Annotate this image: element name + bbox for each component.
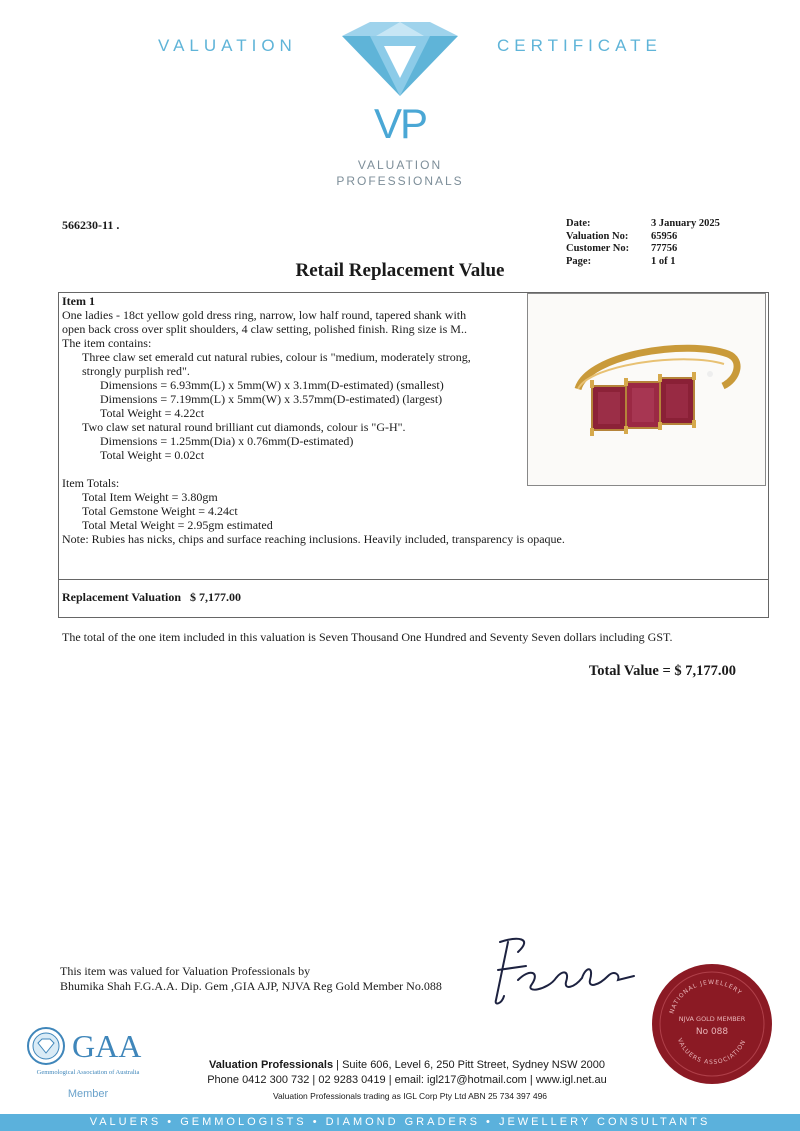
company-phone: Phone 0412 300 732 <box>207 1074 310 1086</box>
logo-subtitle-valuation: VALUATION <box>357 158 443 172</box>
item-box <box>58 292 769 618</box>
item-note: Note: Rubies has nicks, chips and surface reaching inclusions. Heavily included, transparency is opaque. <box>62 532 565 546</box>
ruby-ring-photo-icon <box>528 294 765 485</box>
vp-logo: VP <box>373 100 427 147</box>
company-address: Suite 606, Level 6, 250 Pitt Street, Sydney NSW 2000 <box>342 1059 605 1071</box>
ring-photo <box>527 293 766 486</box>
item-description <box>62 294 565 546</box>
company-name: Valuation Professionals <box>208 1059 334 1071</box>
replacement-valuation <box>62 590 241 605</box>
ruby-dimensions-smallest: Dimensions = 6.93mm(L) x 5mm(W) x 3.1mm(D-estimated) (smallest) <box>100 378 444 392</box>
total-value: Total Value = $ 7,177.00 <box>588 663 736 679</box>
meta-label: Customer No: <box>566 243 630 254</box>
trading-line: Valuation Professionals trading as IGL Corp Pty Ltd ABN 25 734 397 496 <box>272 1091 548 1101</box>
item-totals-heading: Item Totals: <box>62 476 120 490</box>
diamond-total-weight: Total Weight = 0.02ct <box>100 448 205 462</box>
diamond-dimensions: Dimensions = 1.25mm(Dia) x 0.76mm(D-estimated) <box>100 434 354 448</box>
seal-middle-text: NJVA GOLD MEMBER <box>678 1015 746 1023</box>
company-website[interactable]: www.igl.net.au <box>535 1074 607 1086</box>
meta-label: Date: <box>566 218 591 229</box>
item-description-line: open back cross over split shoulders, 4 claw setting, polished finish. Ring size is M.. <box>62 322 467 336</box>
signer-line: This item was valued for Valuation Professionals by <box>60 964 311 978</box>
seal-bottom-text: VALUERS ASSOCIATION <box>675 1037 748 1067</box>
ruby-dimensions-largest: Dimensions = 7.19mm(L) x 5mm(W) x 3.57mm(D-estimated) (largest) <box>100 392 443 406</box>
signature-icon <box>478 930 638 1010</box>
total-metal-weight: Total Metal Weight = 2.95gm estimated <box>82 518 273 532</box>
diamond-description: Two claw set natural round brilliant cut diamonds, colour is "G-H". <box>82 420 406 434</box>
meta-row-page <box>566 256 720 269</box>
gaa-name: GAA <box>72 1028 142 1064</box>
certificate-meta <box>566 218 720 268</box>
gaa-member: Member <box>67 1088 109 1100</box>
header-valuation-word: VALUATION <box>158 36 297 55</box>
meta-value: 1 of 1 <box>651 255 676 267</box>
signer-line: Bhumika Shah F.G.A.A. Dip. Gem ,GIA AJP, NJVA Reg Gold Member No.088 <box>60 979 442 993</box>
seal-number-text: No 088 <box>695 1027 729 1037</box>
njva-seal-icon <box>650 962 774 1086</box>
header-certificate-word: CERTIFICATE <box>497 36 662 55</box>
company-email[interactable]: email: igl217@hotmail.com <box>394 1074 527 1086</box>
ruby-description: strongly purplish red". <box>82 364 190 378</box>
page-title: Retail Replacement Value <box>295 260 505 281</box>
meta-value: 3 January 2025 <box>651 218 720 229</box>
meta-row-date <box>566 218 720 231</box>
contact-block: Valuation Professionals | Suite 606, Level 6, 250 Pitt Street, Sydney NSW 2000 Phone 0412 300 732 | 02 9283 0419 | email: igl217@hotmail.com | www.igl.net.au <box>207 1059 607 1086</box>
total-item-weight: Total Item Weight = 3.80gm <box>82 490 218 504</box>
footer-services: VALUERS • GEMMOLOGISTS • DIAMOND GRADERS • JEWELLERY CONSULTANTS <box>89 1116 711 1128</box>
gaa-subtitle: Gemmological Association of Australia <box>36 1069 140 1076</box>
replacement-valuation-label: Replacement Valuation <box>62 590 182 604</box>
item-description-line: One ladies - 18ct yellow gold dress ring, narrow, low half round, tapered shank with <box>62 308 467 322</box>
meta-row-customer-no <box>566 243 720 256</box>
item-heading: Item 1 <box>62 294 95 308</box>
valuation-divider <box>59 579 768 580</box>
signer-block <box>60 964 442 994</box>
seal-top-text: NATIONAL JEWELLERY <box>668 978 744 1015</box>
ruby-description: Three claw set emerald cut natural rubies, colour is "medium, moderately strong, <box>82 350 471 364</box>
meta-value: 65956 <box>651 230 678 242</box>
total-sentence: The total of the one item included in this valuation is Seven Thousand One Hundred and Seventy Seven dollars including GST. <box>62 630 673 644</box>
item-contains: The item contains: <box>62 336 152 350</box>
meta-label: Valuation No: <box>566 230 629 242</box>
ruby-total-weight: Total Weight = 4.22ct <box>100 406 205 420</box>
total-gemstone-weight: Total Gemstone Weight = 4.24ct <box>82 504 238 518</box>
diamond-logo-icon <box>330 18 470 98</box>
meta-value: 77756 <box>651 243 678 254</box>
reference-number: 566230-11 . <box>62 218 120 232</box>
meta-row-valuation-no <box>566 231 720 244</box>
replacement-valuation-value: $ 7,177.00 <box>190 590 242 604</box>
meta-label: Page: <box>566 255 592 267</box>
logo-subtitle-professionals: PROFESSIONALS <box>336 174 464 188</box>
company-phone-2: 02 9283 0419 <box>318 1074 386 1086</box>
